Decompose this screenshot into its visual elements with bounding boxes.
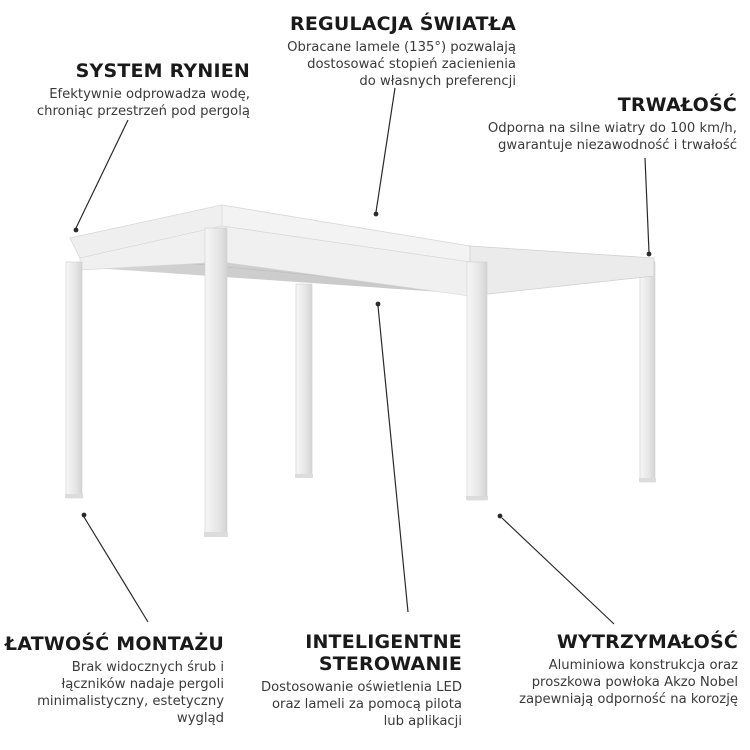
feature-line: Dostosowanie oświetlenia LED <box>260 680 462 695</box>
post-foot <box>639 478 656 482</box>
feature-line: chroniąc przestrzeń pod pergolą <box>36 104 250 119</box>
feature-line: Efektywnie odprowadza wodę, <box>49 87 250 102</box>
feature-easy-assembly <box>4 633 224 727</box>
feature-line: dostosować stopień zacienienia <box>307 57 516 72</box>
post-foot <box>65 494 83 498</box>
feature-description <box>4 659 224 727</box>
feature-durability <box>440 94 737 154</box>
feature-line: proszkowa powłoka Akzo Nobel <box>531 675 738 690</box>
feature-line: Aluminiowa konstrukcja oraz <box>548 658 738 673</box>
feature-smart-control <box>226 631 462 730</box>
feature-line: łączników nadaje pergoli <box>61 677 224 692</box>
feature-light-regulation <box>230 13 516 90</box>
feature-line: Brak widocznych śrub i <box>71 660 224 675</box>
post-foot <box>204 532 228 537</box>
front-right-post <box>467 262 487 500</box>
front-middle-post <box>205 228 227 536</box>
feature-strength <box>484 631 738 708</box>
feature-title: WYTRZYMAŁOŚĆ <box>556 631 738 653</box>
feature-title: REGULACJA ŚWIATŁA <box>290 13 516 35</box>
feature-description <box>230 39 516 90</box>
feature-gutter-system <box>8 60 250 120</box>
post-foot <box>466 496 488 500</box>
feature-line: Odporna na silne wiatry do 100 km/h, <box>487 121 737 136</box>
feature-line: wygląd <box>176 711 224 726</box>
feature-line: Obracane lamele (135°) pozwalają <box>287 40 516 55</box>
feature-line: do własnych preferencji <box>359 74 516 89</box>
feature-title: TRWAŁOŚĆ <box>617 94 737 116</box>
right-beam <box>470 246 654 296</box>
feature-title-line: INTELIGENTNE <box>305 631 462 653</box>
back-left-post <box>296 284 312 477</box>
feature-description <box>440 120 737 154</box>
feature-title: SYSTEM RYNIEN <box>75 60 250 82</box>
feature-description <box>484 657 738 708</box>
feature-description <box>8 86 250 120</box>
feature-title-line: STEROWANIE <box>318 653 462 675</box>
feature-title: ŁATWOŚĆ MONTAŻU <box>4 633 224 655</box>
feature-line: minimalistyczny, estetyczny <box>37 694 224 709</box>
front-left-post <box>66 262 82 498</box>
callout-lines <box>76 88 649 624</box>
feature-description <box>226 679 462 730</box>
post-foot <box>295 474 313 478</box>
feature-line: gwarantuje niezawodność i trwałość <box>498 138 737 153</box>
back-right-post <box>640 262 655 482</box>
feature-title <box>226 631 462 675</box>
feature-line: lub aplikacji <box>383 714 462 729</box>
feature-line: oraz lameli za pomocą pilota <box>271 697 462 712</box>
feature-line: zapewniają odporność na korozję <box>519 692 738 707</box>
